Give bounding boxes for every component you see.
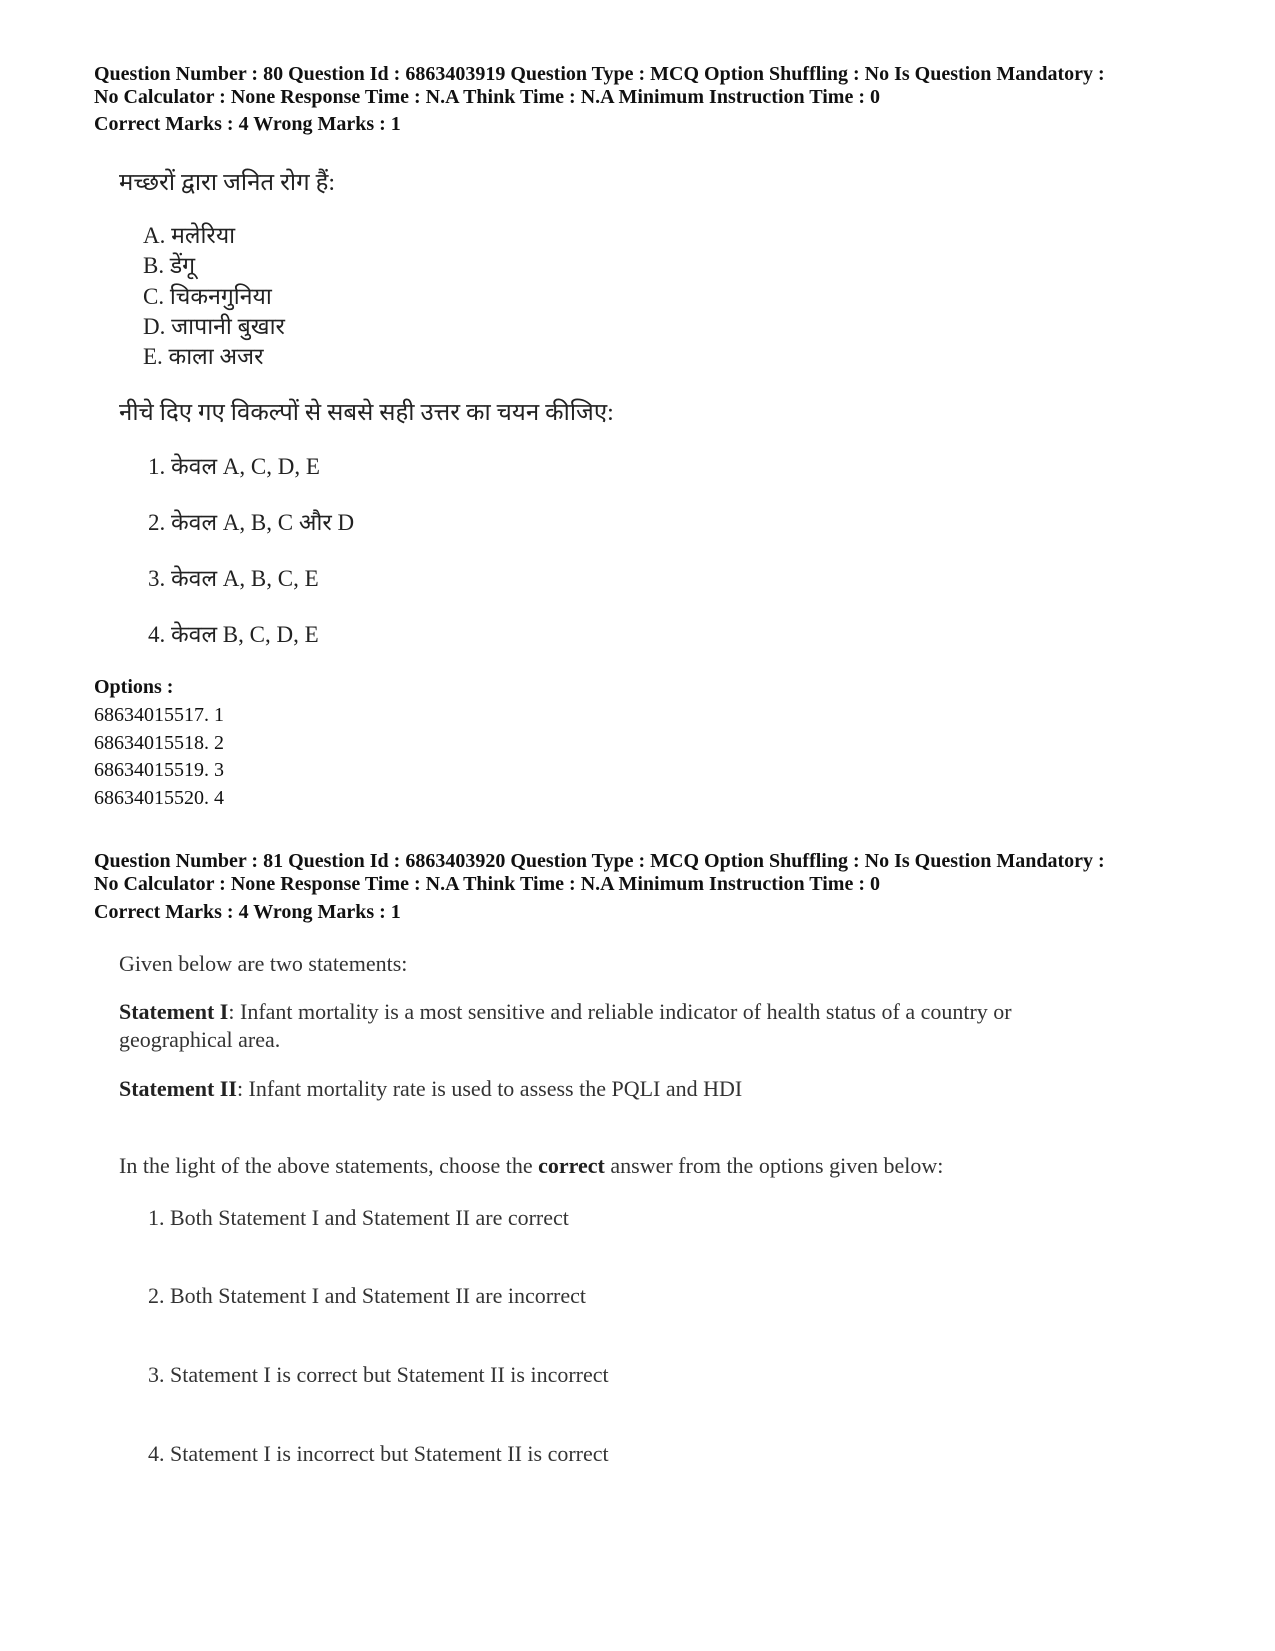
q80-option-4: 68634015520. 4 xyxy=(94,787,224,809)
q80-choice-2: 2. केवल A, B, C और D xyxy=(148,510,355,535)
q81-instruction xyxy=(119,1152,1119,1180)
q81-statement-1-text: : Infant mortality is a most sensitive and reliable indicator of health status of a country or geographical area. xyxy=(119,999,1012,1052)
q81-instruction-pre: In the light of the above statements, choose the xyxy=(119,1153,539,1178)
q80-choice-3: 3. केवल A, B, C, E xyxy=(148,566,319,591)
q80-item-e: E. काला अजर xyxy=(143,344,264,369)
q81-statement-2 xyxy=(119,1075,1119,1103)
q81-instruction-post: answer from the options given below: xyxy=(604,1153,944,1178)
q80-choice-4: 4. केवल B, C, D, E xyxy=(148,622,319,647)
q80-item-c: C. चिकनगुनिया xyxy=(143,284,272,309)
q81-meta-line2: No Calculator : None Response Time : N.A Think Time : N.A Minimum Instruction Time : 0 xyxy=(94,873,880,895)
q80-question: मच्छरों द्वारा जनित रोग हैं: xyxy=(119,170,336,196)
q81-marks: Correct Marks : 4 Wrong Marks : 1 xyxy=(94,901,401,923)
q81-statement-1-label: Statement I xyxy=(119,999,229,1024)
q80-item-d: D. जापानी बुखार xyxy=(143,314,285,339)
q81-intro: Given below are two statements: xyxy=(119,951,408,976)
q81-choice-3: 3. Statement I is correct but Statement II is incorrect xyxy=(148,1362,609,1387)
q80-option-1: 68634015517. 1 xyxy=(94,704,224,726)
q81-choice-2: 2. Both Statement I and Statement II are incorrect xyxy=(148,1283,587,1308)
q80-marks: Correct Marks : 4 Wrong Marks : 1 xyxy=(94,113,401,135)
q80-options-label: Options : xyxy=(94,676,174,698)
q80-meta-line1: Question Number : 80 Question Id : 6863403919 Question Type : MCQ Option Shuffling : No Is Question Mandatory : xyxy=(94,63,1105,85)
q81-instruction-bold: correct xyxy=(538,1153,605,1178)
q80-option-2: 68634015518. 2 xyxy=(94,732,224,754)
q80-item-a: A. मलेरिया xyxy=(143,223,236,248)
q81-statement-2-text: : Infant mortality rate is used to assess the PQLI and HDI xyxy=(236,1076,743,1101)
q81-statement-1 xyxy=(119,998,1079,1054)
q81-statement-2-label: Statement II xyxy=(119,1076,237,1101)
q81-meta-line1: Question Number : 81 Question Id : 6863403920 Question Type : MCQ Option Shuffling : No Is Question Mandatory : xyxy=(94,850,1105,872)
q80-instruction: नीचे दिए गए विकल्पों से सबसे सही उत्तर का चयन कीजिए: xyxy=(119,400,614,426)
q81-choice-4: 4. Statement I is incorrect but Statement II is correct xyxy=(148,1441,609,1466)
q81-choice-1: 1. Both Statement I and Statement II are correct xyxy=(148,1205,569,1230)
q80-item-b: B. डेंगू xyxy=(143,253,196,278)
q80-option-3: 68634015519. 3 xyxy=(94,759,224,781)
q80-meta-line2: No Calculator : None Response Time : N.A Think Time : N.A Minimum Instruction Time : 0 xyxy=(94,86,880,108)
q80-choice-1: 1. केवल A, C, D, E xyxy=(148,454,320,479)
